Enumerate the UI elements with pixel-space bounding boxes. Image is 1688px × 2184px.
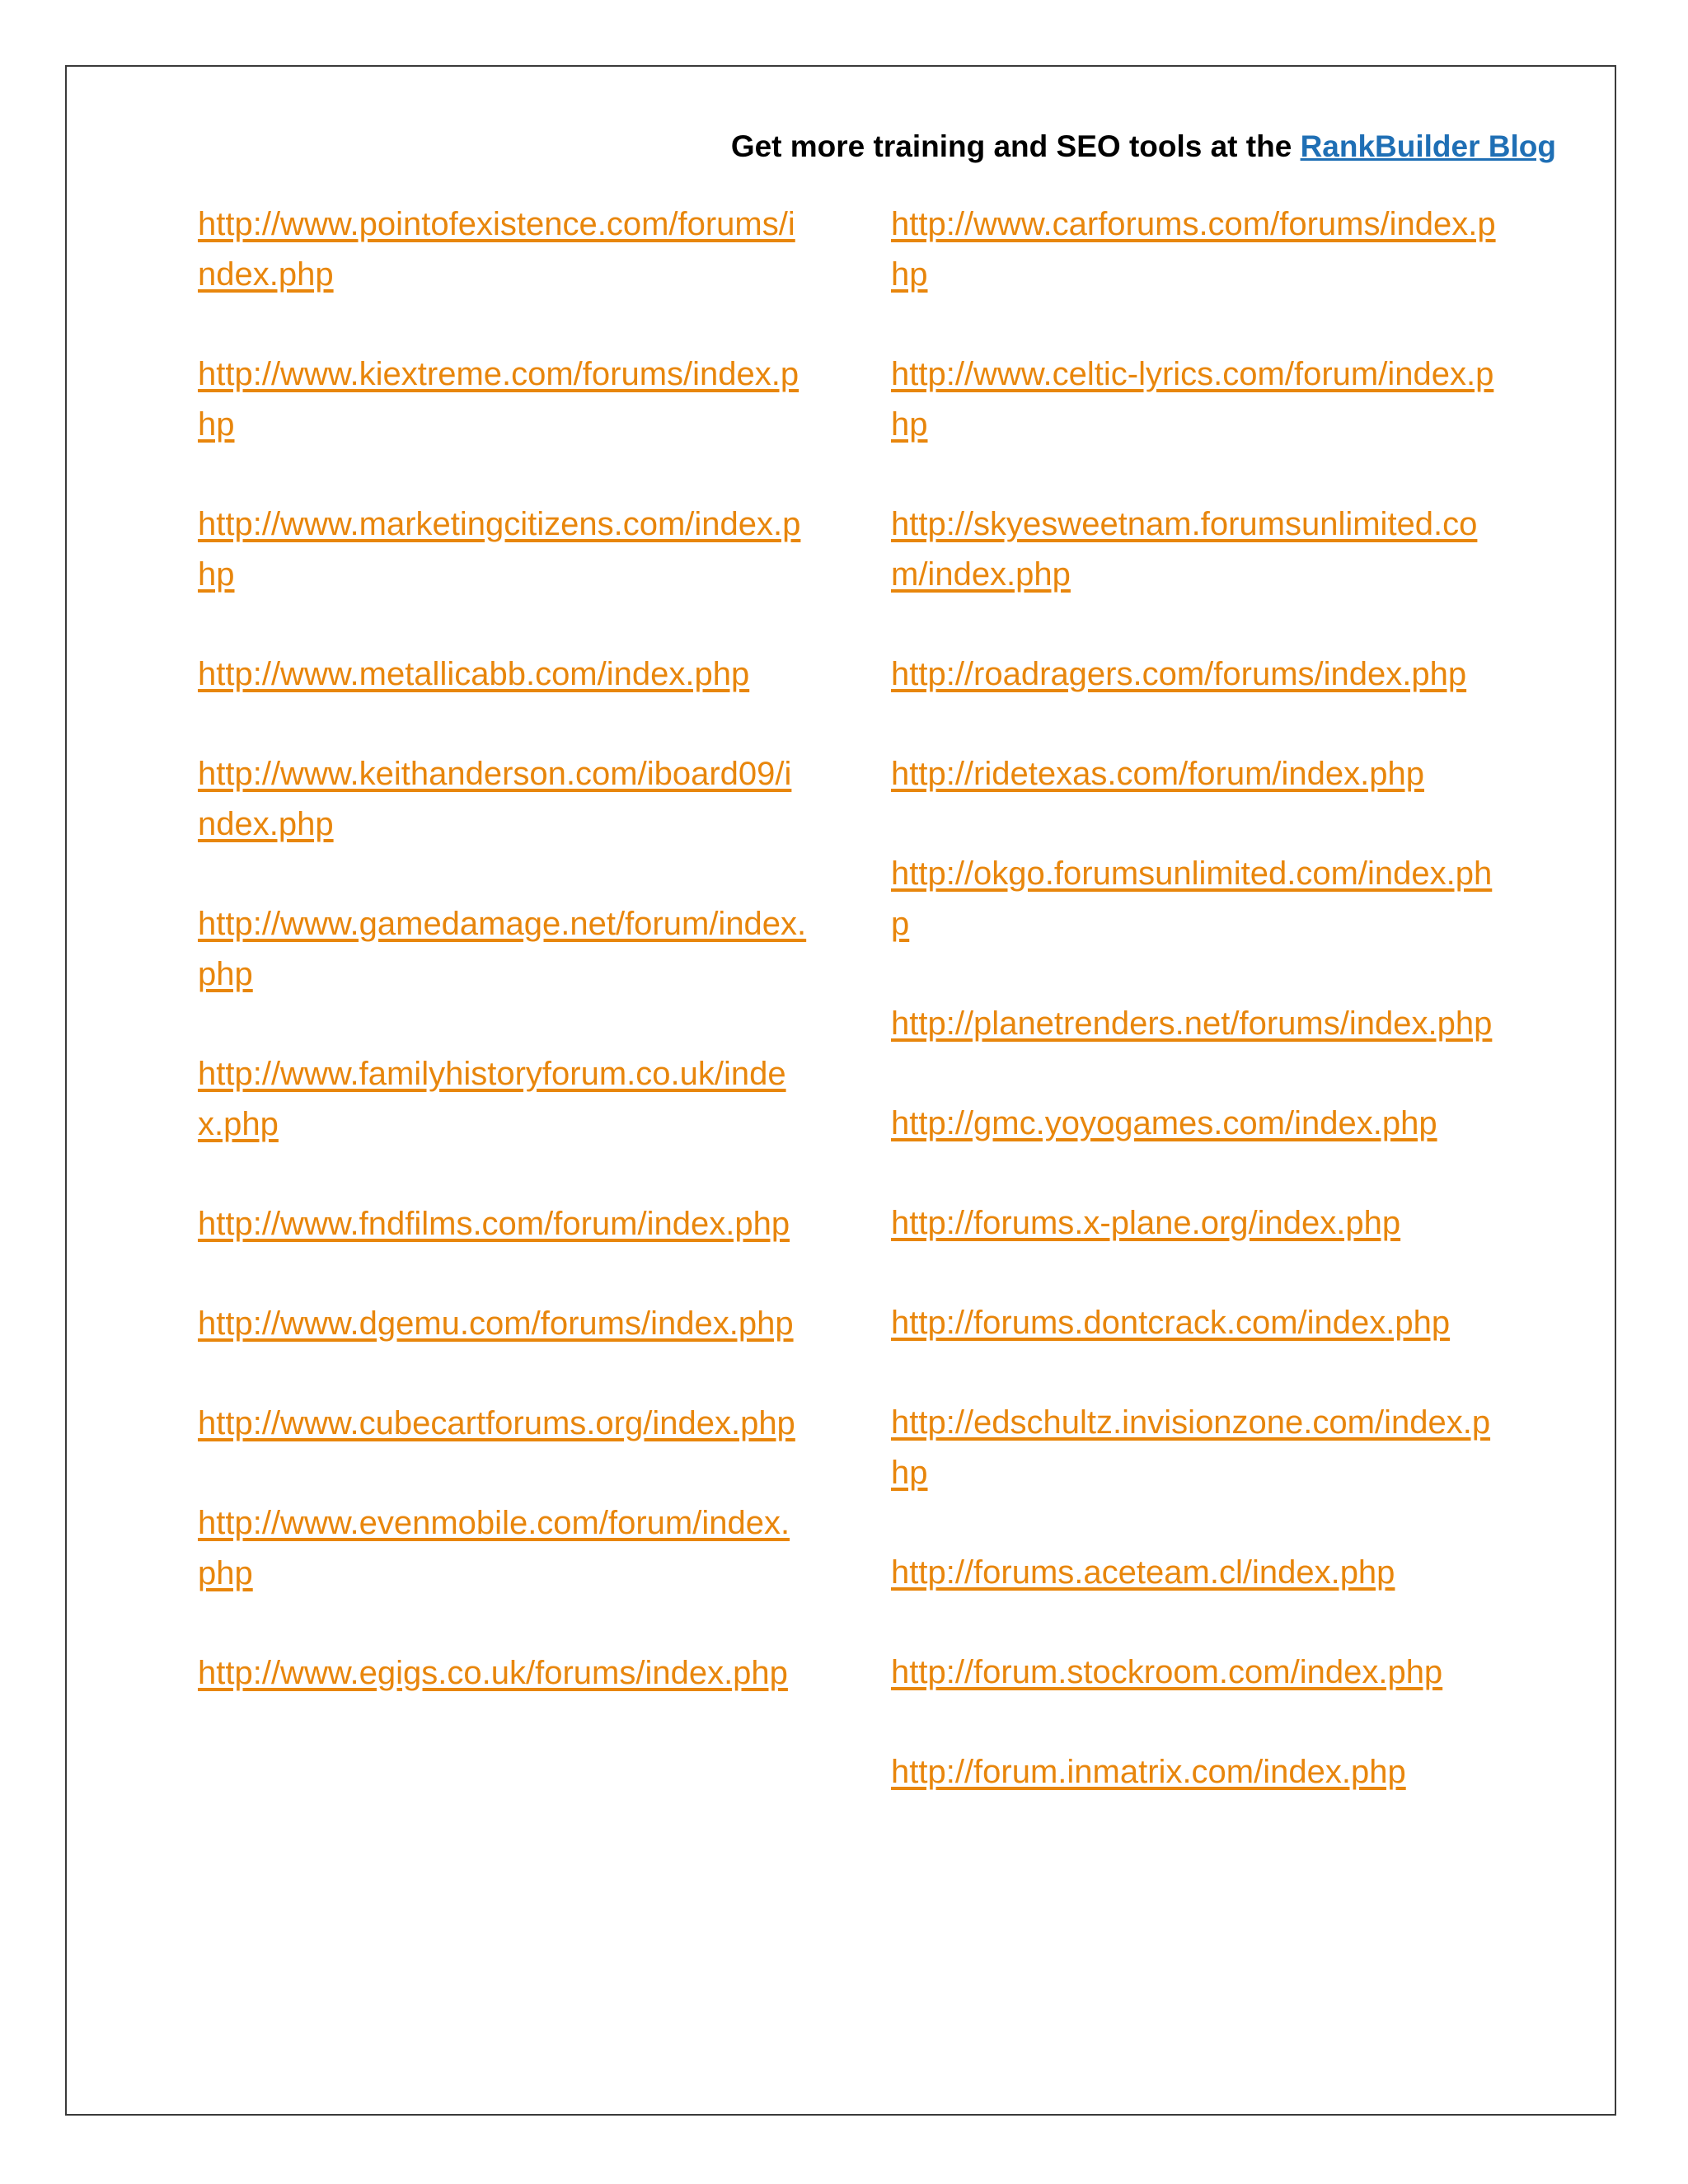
- forum-link[interactable]: http://forums.dontcrack.com/index.php: [891, 1305, 1451, 1341]
- forum-link[interactable]: http://gmc.yoyogames.com/index.php: [891, 1105, 1437, 1141]
- forum-link[interactable]: http://www.familyhistoryforum.co.uk/index.php: [198, 1056, 786, 1142]
- forum-link[interactable]: http://www.pointofexistence.com/forums/index.php: [198, 206, 795, 293]
- forum-link[interactable]: http://www.egigs.co.uk/forums/index.php: [198, 1655, 788, 1691]
- forum-link[interactable]: http://www.celtic-lyrics.com/forum/index.php: [891, 356, 1494, 443]
- forum-link[interactable]: http://www.marketingcitizens.com/index.php: [198, 506, 801, 593]
- forum-link[interactable]: http://www.metallicabb.com/index.php: [198, 656, 750, 692]
- header-line: [731, 126, 1556, 167]
- forum-link[interactable]: http://www.keithanderson.com/iboard09/index.php: [198, 756, 792, 842]
- forum-link[interactable]: http://www.evenmobile.com/forum/index.php: [198, 1505, 790, 1591]
- forum-link[interactable]: http://forum.stockroom.com/index.php: [891, 1654, 1443, 1690]
- forum-link[interactable]: http://www.gamedamage.net/forum/index.php: [198, 906, 807, 992]
- forum-link[interactable]: http://skyesweetnam.forumsunlimited.com/index.php: [891, 506, 1478, 593]
- left-link-column: [198, 199, 808, 1748]
- forum-link[interactable]: http://www.dgemu.com/forums/index.php: [198, 1305, 794, 1342]
- right-link-column: [891, 199, 1501, 1847]
- forum-link[interactable]: http://okgo.forumsunlimited.com/index.php: [891, 855, 1493, 942]
- forum-link[interactable]: http://roadragers.com/forums/index.php: [891, 656, 1467, 692]
- forum-link[interactable]: http://planetrenders.net/forums/index.php: [891, 1005, 1493, 1042]
- forum-link[interactable]: http://forums.aceteam.cl/index.php: [891, 1554, 1395, 1591]
- forum-link[interactable]: http://www.kiextreme.com/forums/index.php: [198, 356, 799, 443]
- forum-link[interactable]: http://www.fndfilms.com/forum/index.php: [198, 1206, 790, 1242]
- rankbuilder-blog-link[interactable]: RankBuilder Blog: [1300, 129, 1556, 163]
- forum-link[interactable]: http://ridetexas.com/forum/index.php: [891, 756, 1424, 792]
- forum-link[interactable]: http://www.cubecartforums.org/index.php: [198, 1405, 795, 1441]
- header-text: Get more training and SEO tools at the: [730, 129, 1301, 163]
- forum-link[interactable]: http://forums.x-plane.org/index.php: [891, 1205, 1401, 1241]
- forum-link[interactable]: http://www.carforums.com/forums/index.php: [891, 206, 1496, 293]
- forum-link[interactable]: http://edschultz.invisionzone.com/index.php: [891, 1404, 1491, 1491]
- forum-link[interactable]: http://forum.inmatrix.com/index.php: [891, 1754, 1406, 1790]
